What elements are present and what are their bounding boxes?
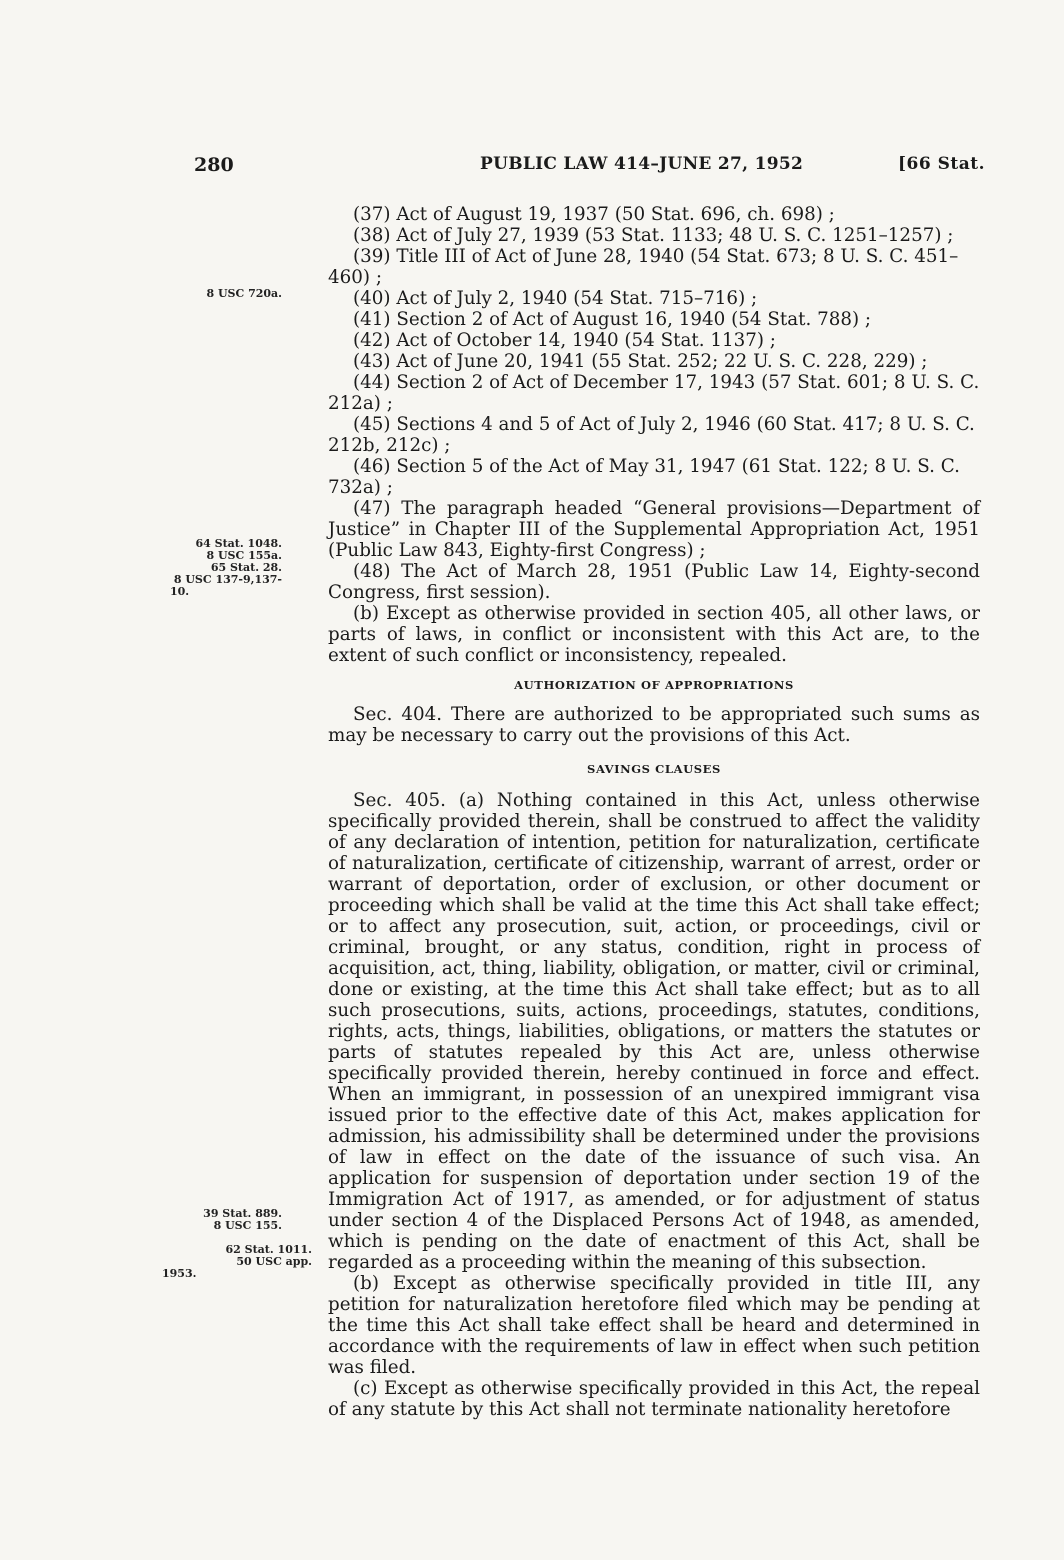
heading-authorization-of-appropriations: AUTHORIZATION OF APPROPRIATIONS: [514, 678, 794, 692]
margin-note-stat-1048: 64 Stat. 1048. 8 USC 155a. 65 Stat. 28. 8 USC 137-9,137-: [173, 537, 282, 586]
list-item: (44) Section 2 of Act of December 17, 1943 (57 Stat. 601; 8 U. S. C. 212a) ;: [328, 372, 980, 414]
list-item: (39) Title III of Act of June 28, 1940 (54 Stat. 673; 8 U. S. C. 451–460) ;: [328, 246, 959, 288]
margin-note-continuation: 10.: [170, 585, 190, 598]
section-405c-paragraph: (c) Except as otherwise specifically provided in this Act, the repeal of any statute by this Act shall not terminate nationality heretofore: [328, 1378, 980, 1420]
margin-note-stat-1011: 62 Stat. 1011. 50 USC app.: [225, 1243, 312, 1268]
section-404-paragraph: Sec. 404. There are authorized to be appropriated such sums as may be necessary to carry out the provisions of this Act.: [328, 704, 980, 746]
running-title: PUBLIC LAW 414–JUNE 27, 1952: [480, 154, 804, 174]
heading-savings-clauses: SAVINGS CLAUSES: [587, 762, 721, 776]
section-405a-paragraph: Sec. 405. (a) Nothing contained in this Act, unless otherwise specifically provided therein, shall be construed to affect the validity of any declaration of intention, petition for naturalization, certificate of naturalization, certificate of citizenship, warrant of arrest, order or warrant of deportation, order of exclusion, or other document or proceeding which shall be valid at the time this Act shall take effect; or to affect any prosecution, suit, action, or proceedings, civil or criminal, brought, or any status, condition, right in process of acquisition, act, thing, liability, obligation, or matter, civil or criminal, done or existing, at the time this Act shall take effect; but as to all such prosecutions, suits, actions, proceedings, statutes, conditions, rights, acts, things, liabilities, obligations, or matters the statutes or parts of statutes repealed by this Act are, unless otherwise specifically provided therein, hereby continued in force and effect. When an immigrant, in possession of an unexpired immigrant visa issued prior to the effective date of this Act, makes application for admission, his admissibility shall be determined under the provisions of law in effect on the date of the issuance of such visa. An application for suspension of deportation under section 19 of the Immigration Act of 1917, as amended, or for adjustment of status under section 4 of the Displaced Persons Act of 1948, as amended, which is pending on the date of enactment of this Act, shall be regarded as a proceeding within the meaning of this subsection.: [328, 790, 980, 1273]
list-item: (47) The paragraph headed “General provisions—Department of Justice” in Chapter III of the Supplemental Appropriation Act, 1951 (Public Law 843, Eighty-first Congress) ;: [328, 498, 980, 561]
page-number: 280: [194, 154, 234, 176]
list-item: (41) Section 2 of Act of August 16, 1940 (54 Stat. 788) ;: [353, 309, 872, 330]
margin-note-year: 1953.: [162, 1267, 197, 1280]
margin-note-stat-889: 39 Stat. 889. 8 USC 155.: [203, 1207, 282, 1232]
list-item: (45) Sections 4 and 5 of Act of July 2, 1946 (60 Stat. 417; 8 U. S. C. 212b, 212c) ;: [328, 414, 975, 456]
body-text: [328, 204, 980, 1420]
list-item: (46) Section 5 of the Act of May 31, 1947 (61 Stat. 122; 8 U. S. C. 732a) ;: [328, 456, 960, 498]
list-item: (37) Act of August 19, 1937 (50 Stat. 696, ch. 698) ;: [353, 204, 835, 225]
statute-reference: [66 Stat.: [898, 154, 986, 174]
list-item: (43) Act of June 20, 1941 (55 Stat. 252; 22 U. S. C. 228, 229) ;: [353, 351, 928, 372]
list-item: (38) Act of July 27, 1939 (53 Stat. 1133; 48 U. S. C. 1251–1257) ;: [353, 225, 954, 246]
list-item: (42) Act of October 14, 1940 (54 Stat. 1137) ;: [353, 330, 776, 351]
margin-note-usc-720a: 8 USC 720a.: [206, 287, 282, 300]
section-405b-paragraph: (b) Except as otherwise specifically provided in title III, any petition for naturalization heretofore filed which may be pending at the time this Act shall take effect shall be heard and determined in accordance with the requirements of law in effect when such petition was filed.: [328, 1273, 980, 1378]
list-item: (40) Act of July 2, 1940 (54 Stat. 715–716) ;: [353, 288, 758, 309]
list-item: (48) The Act of March 28, 1951 (Public Law 14, Eighty-second Congress, first session).: [328, 561, 980, 603]
page-header: [0, 154, 1064, 178]
section-403b-paragraph: (b) Except as otherwise provided in section 405, all other laws, or parts of laws, in conflict or inconsistent with this Act are, to the extent of such conflict or inconsistency, repealed.: [328, 603, 980, 666]
